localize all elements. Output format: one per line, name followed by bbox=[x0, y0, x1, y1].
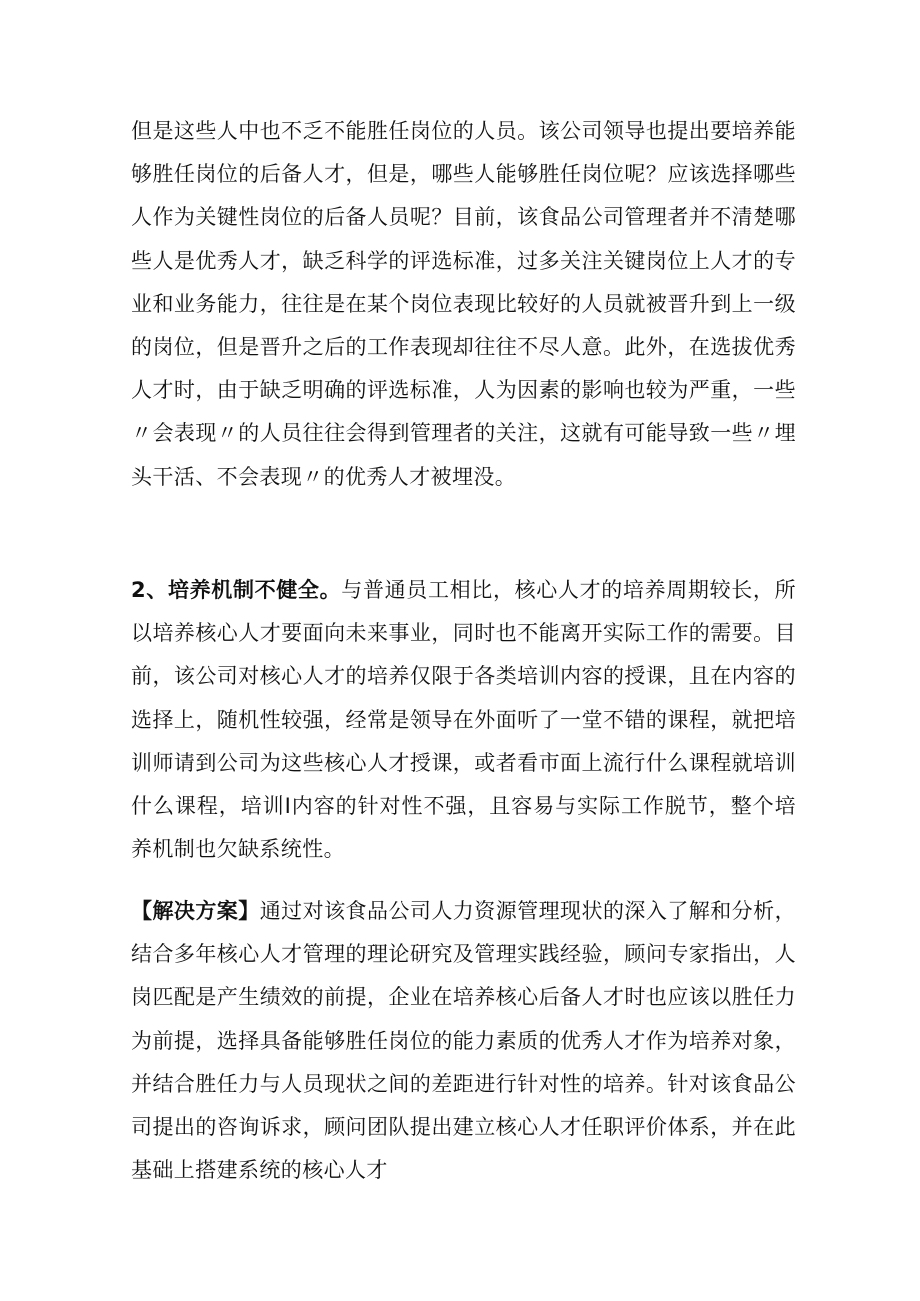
paragraph-body: 与普通员工相比，核心人才的培养周期较长，所以培养核心人才要面向未来事业，同时也不能离开实际工作的需要。目前，该公司对核心人才的培养仅限于各类培训内容的授课，且在内容的选择上，随机性较强，经常是领导在外面听了一堂不错的课程，就把培训师请到公司为这些核心人才授课，或者看市面上流行什么课程就培训什么课程，培训I内容的针对性不强，且容易与实际工作脱节，整个培养机制也欠缺系统性。 bbox=[131, 578, 796, 862]
paragraph-body: 但是这些人中也不乏不能胜任岗位的人员。该公司领导也提出要培养能够胜任岗位的后备人才，但是，哪些人能够胜任岗位呢？应该选择哪些人作为关键性岗位的后备人员呢？目前，该食品公司管理者并不清楚哪些人是优秀人才，缺乏科学的评选标准，过多关注关键岗位上人才的专业和业务能力，往往是在某个岗位表现比较好的人员就被晋升到上一级的岗位，但是晋升之后的工作表现却往往不尽人意。此外，在选拔优秀人才时，由于缺乏明确的评选标准，人为因素的影响也较为严重，一些〃会表现〃的人员往往会得到管理者的关注，这就有可能导致一些〃埋头干活、不会表现〃的优秀人才被埋没。 bbox=[131, 119, 796, 489]
paragraph-talent-selection bbox=[131, 110, 796, 499]
paragraph-heading: 【解决方案】 bbox=[131, 899, 260, 923]
paragraph-heading: 2、培养机制不健全。 bbox=[131, 578, 342, 602]
paragraph-training-mechanism bbox=[131, 569, 796, 871]
paragraph-body: 通过对该食品公司人力资源管理现状的深入了解和分析，结合多年核心人才管理的理论研究及管理实践经验，顾问专家指出，人岗匹配是产生绩效的前提，企业在培养核心后备人才时也应该以胜任力为前提，选择具备能够胜任岗位的能力素质的优秀人才作为培养对象，并结合胜任力与人员现状之间的差距进行针对性的培养。针对该食品公司提出的咨询诉求，顾问团队提出建立核心人才任职评价体系，并在此基础上搭建系统的核心人才 bbox=[131, 899, 796, 1183]
paragraph-solution bbox=[131, 890, 796, 1192]
